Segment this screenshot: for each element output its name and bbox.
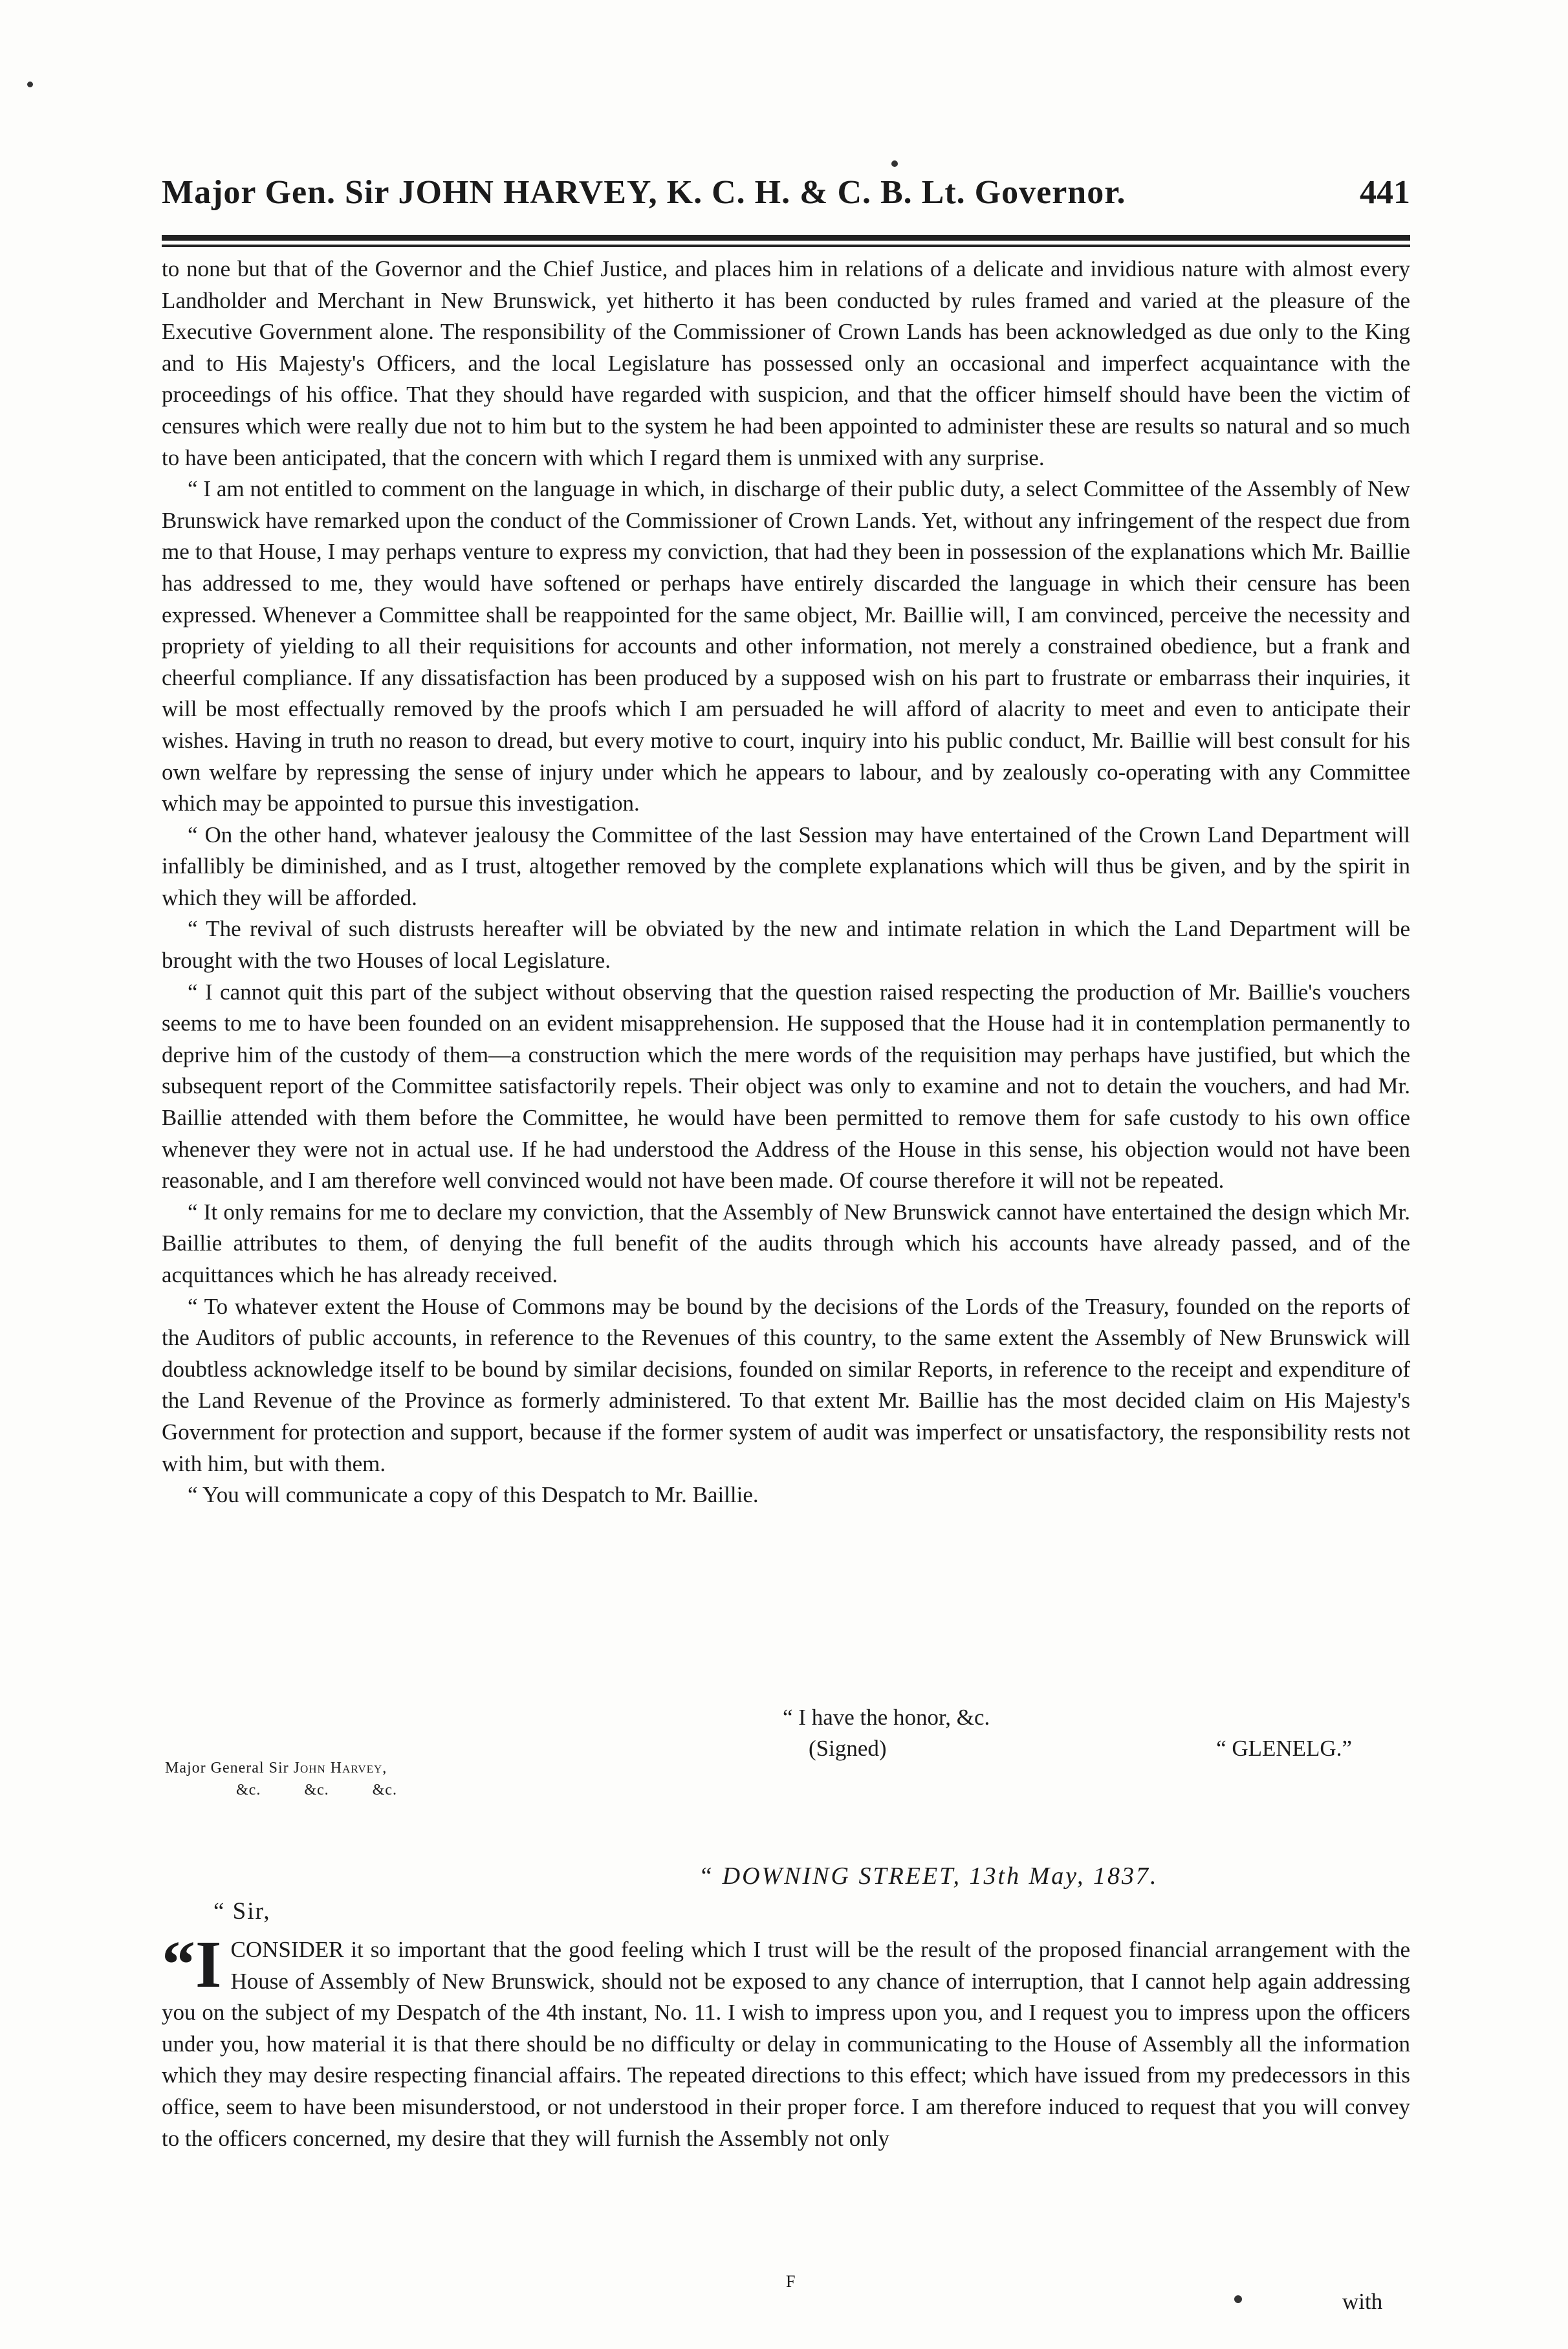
- running-head: Major Gen. Sir JOHN HARVEY, K. C. H. & C. B. Lt. Governor.: [162, 174, 1126, 211]
- letter-closing: [770, 1702, 1352, 1764]
- signatory-name: “ GLENELG.”: [1216, 1736, 1352, 1761]
- ink-speck: [27, 82, 33, 87]
- second-letter-body: [162, 1927, 1410, 2154]
- page-header: [162, 173, 1410, 225]
- paragraph: “ I am not entitled to comment on the language in which, in discharge of their public duty, a select Committee of the Assembly of New Brunswick have remarked upon the conduct of the Commissioner of Crown Lands. Yet, without any infringement of the respect due from me to that House, I may perhaps venture to express my conviction, that had they been in possession of the explanations which Mr. Baillie has addressed to me, they would have softened or perhaps have entirely discarded the language in which their censure has been expressed. Whenever a Committee shall be reappointed for the same object, Mr. Baillie will, I am convinced, perceive the necessity and propriety of yielding to all their requisitions for accounts and other information, not merely a constrained obedience, but a frank and cheerful compliance. If any dissatisfaction has been produced by a supposed wish on his part to frustrate or embarrass their inquiries, it will be most effectually removed by the proofs which I am persuaded he will afford of alacrity to meet and even to anticipate their wishes. Having in truth no reason to dread, but every motive to court, inquiry into his public conduct, Mr. Baillie will best consult for his own welfare by repressing the sense of injury under which he appears to labour, and by zealously co-operating with any Committee which may be appointed to pursue this investigation.: [162, 476, 1410, 816]
- addressee-block: [165, 1757, 397, 1801]
- second-letter-paragraph: [162, 1927, 1410, 2154]
- letter-salutation: “ Sir,: [213, 1898, 271, 1925]
- despatch-body: [162, 254, 1410, 1511]
- addressee-etc: &c. &c. &c.: [236, 1782, 397, 1798]
- addressee-prefix: Major General Sir: [165, 1760, 294, 1776]
- paragraph: “ I cannot quit this part of the subject without observing that the question raised respecting the production of Mr. Baillie's vouchers seems to me to have been founded on an evident misapprehension. He supposed that the House had it in contemplation permanently to deprive him of the custody of them—a construction which the mere words of the requisition may perhaps have justified, but which the subsequent report of the Committee satisfactorily repels. Their object was only to examine and not to detain the vouchers, and had Mr. Baillie attended with them before the Committee, he would have been permitted to remove them for safe custody to his own office whenever they were not in actual use. If he had understood the Address of the House in this sense, his objection would not have been reasonable, and I am therefore well convinced would not have been made. Of course therefore it will not be repeated.: [162, 979, 1410, 1194]
- closing-honor: “ I have the honor, &c.: [783, 1705, 990, 1730]
- drop-cap: [162, 1927, 222, 2002]
- printer-signature-mark: F: [786, 2272, 796, 2291]
- paragraph: “ You will communicate a copy of this Despatch to Mr. Baillie.: [188, 1482, 759, 1508]
- letter-dateline: “ DOWNING STREET, 13th May, 1837.: [699, 1863, 1159, 1890]
- signature-line: [770, 1733, 1352, 1764]
- page-number: 441: [1360, 174, 1410, 211]
- signed-label: (Signed): [809, 1736, 887, 1761]
- paragraph: “ To whatever extent the House of Commons may be bound by the decisions of the Lords of the Treasury, founded on the reports of the Auditors of public accounts, in reference to the Revenues of this country, to the same extent the Assembly of New Brunswick will doubtless acknowledge itself to be bound by similar decisions, founded on similar Reports, in reference to the receipt and expenditure of the Land Revenue of the Province as formerly administered. To that extent Mr. Baillie has the most decided claim on His Majesty's Government for protection and support, because if the former system of audit was imperfect or unsatisfactory, the responsibility rests not with him, but with them.: [162, 1293, 1410, 1476]
- ink-speck: [1234, 2295, 1242, 2303]
- paragraph: “ On the other hand, whatever jealousy the Committee of the last Session may have entertained of the Crown Land Department will infallibly be diminished, and as I trust, altogether removed by the complete explanations which will thus be given, and by the spirit in which they will be afforded.: [162, 822, 1410, 910]
- ink-speck: [891, 160, 898, 167]
- paragraph-continued: to none but that of the Governor and the Chief Justice, and places him in relations of a delicate and invidious nature with almost every Landholder and Merchant in New Brunswick, yet hitherto it has been conducted by rules framed and varied at the pleasure of the Executive Government alone. The responsibility of the Commissioner of Crown Lands has been acknowledged as due only to the King and to His Majesty's Officers, and the local Legislature has possessed only an occasional and imperfect acquaintance with the proceedings of his office. That they should have regarded with suspicion, and that the officer himself should have been the victim of censures which were really due not to him but to the system he had been appointed to administer these are results so natural and so much to have been anticipated, that the concern with which I regard them is unmixed with any surprise.: [162, 256, 1410, 470]
- addressee-line: [165, 1757, 397, 1779]
- drop-cap-letter: I: [195, 1927, 222, 2002]
- header-thick-rule: [162, 235, 1410, 241]
- second-letter-text: CONSIDER it so important that the good feeling which I trust will be the result of the proposed financial arrangement with the House of Assembly of New Brunswick, should not be exposed to any chance of interruption, that I cannot help again addressing you on the subject of my Despatch of the 4th instant, No. 11. I wish to impress upon you, and I request you to impress upon the officers under you, how material it is that there should be no difficulty or delay in communicating to the House of Assembly all the information which they may desire respecting financial affairs. The repeated directions to this effect; which have issued from my predecessors in this office, seem to have been misunderstood, or not understood in their proper force. I am therefore induced to request that you will convey to the officers concerned, my desire that they will furnish the Assembly not only: [162, 1937, 1410, 2151]
- paragraph: “ It only remains for me to declare my conviction, that the Assembly of New Brunswick cannot have entertained the design which Mr. Baillie attributes to them, of denying the full benefit of the audits through which his accounts have already passed, and of the acquittances which he has already received.: [162, 1199, 1410, 1287]
- addressee-name: John Harvey,: [293, 1760, 387, 1776]
- catchword: with: [1342, 2289, 1383, 2314]
- header-thin-rule: [162, 245, 1410, 247]
- paragraph: “ The revival of such distrusts hereafter will be obviated by the new and intimate relation in which the Land Department will be brought with the two Houses of local Legislature.: [162, 916, 1410, 974]
- opening-quote: “: [162, 1927, 195, 2002]
